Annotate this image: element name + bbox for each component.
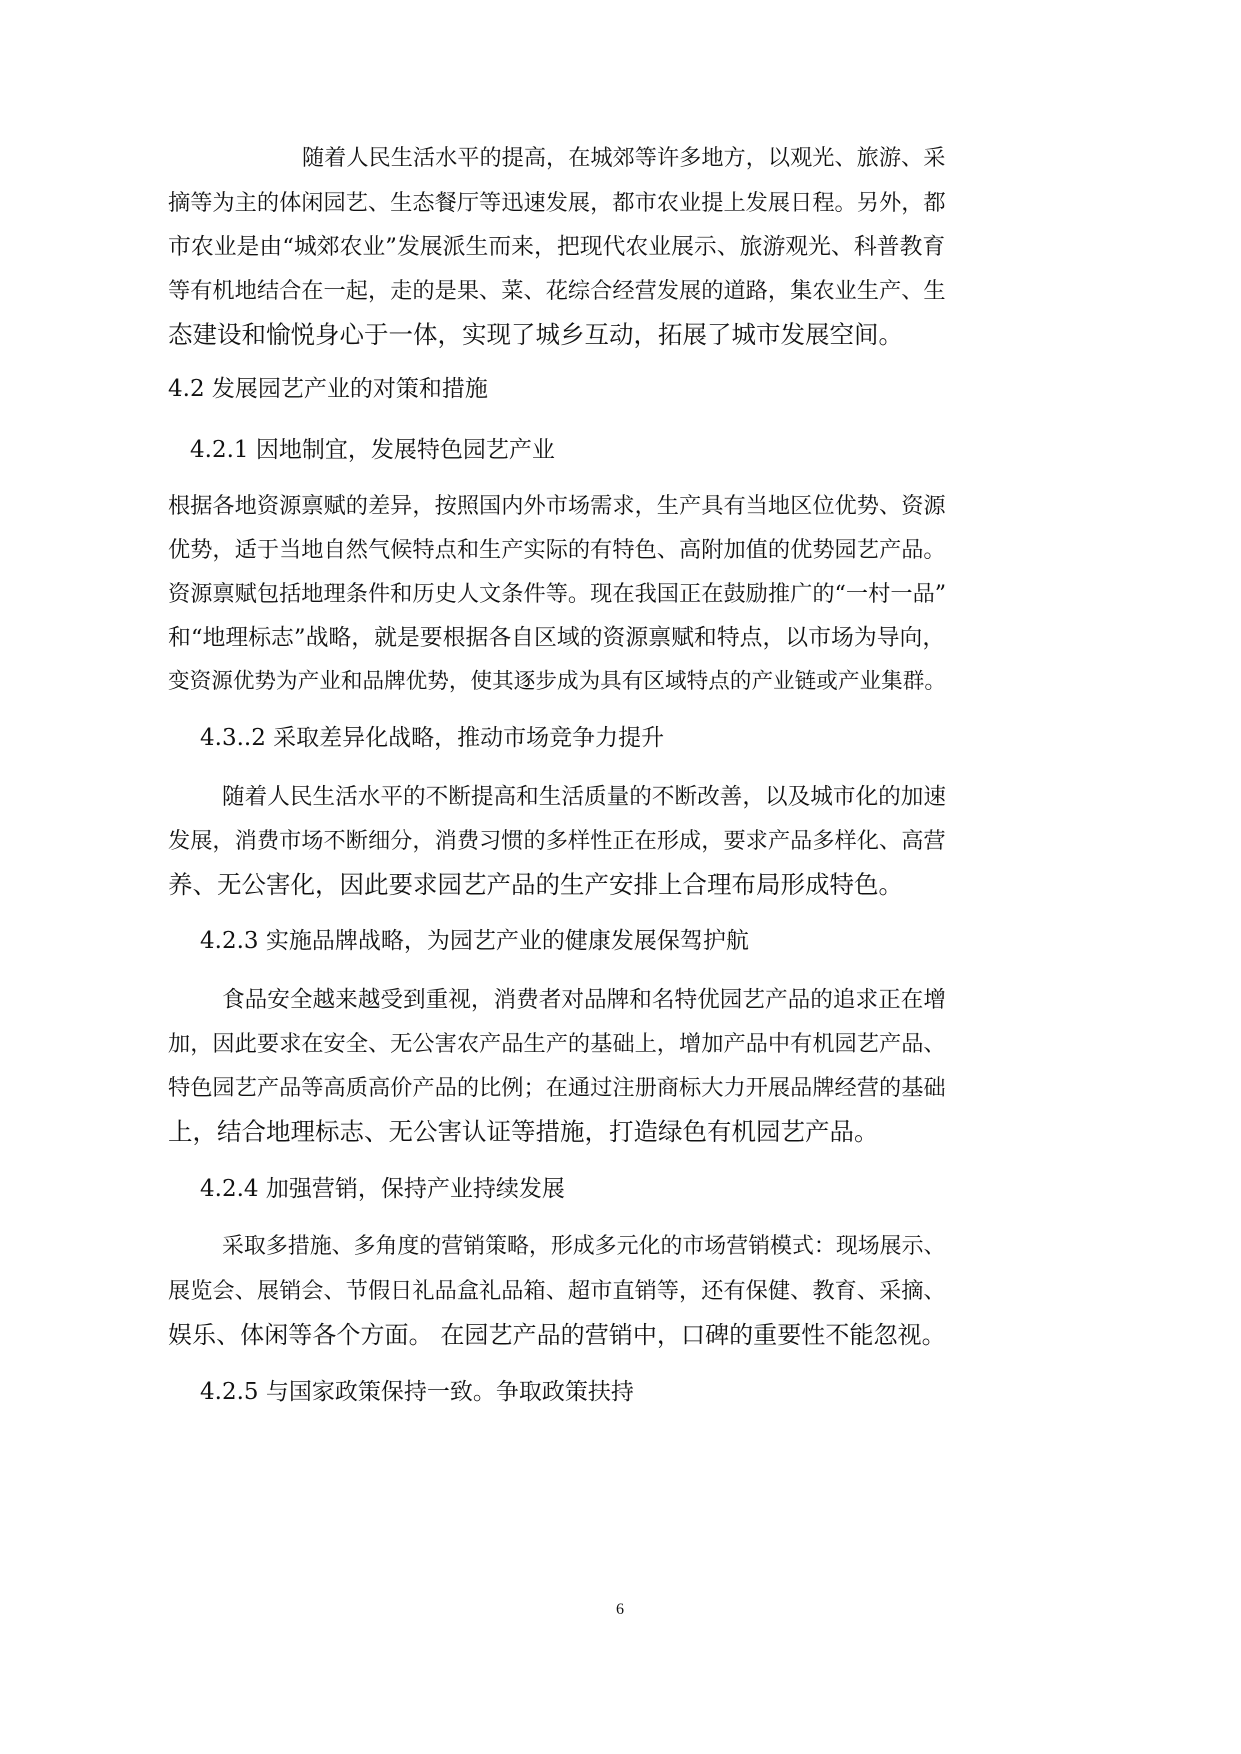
page-number: 6	[616, 1601, 624, 1618]
paragraph-3-line-1: 随着人民生活水平的不断提高和生活质量的不断改善，以及城市化的加速	[222, 784, 946, 810]
section-heading-4-3-2: 4.3..2 采取差异化战略，推动市场竞争力提升	[200, 725, 665, 751]
paragraph-2-line-1: 根据各地资源禀赋的差异，按照国内外市场需求，生产具有当地区位优势、资源	[168, 493, 946, 519]
paragraph-2-line-2: 优势，适于当地自然气候特点和生产实际的有特色、高附加值的优势园艺产品。	[168, 537, 946, 563]
paragraph-4-line-3: 特色园艺产品等高质高价产品的比例；在通过注册商标大力开展品牌经营的基础	[168, 1075, 946, 1101]
section-heading-4-2-4: 4.2.4 加强营销，保持产业持续发展	[200, 1176, 565, 1202]
paragraph-2-line-3: 资源禀赋包括地理条件和历史人文条件等。现在我国正在鼓励推广的“一村一品”	[168, 581, 947, 607]
paragraph-1-line-2: 摘等为主的体闲园艺、生态餐厅等迅速发展，都市农业提上发展日程。另外，都	[168, 190, 946, 216]
section-heading-4-2-3: 4.2.3 实施品牌战略，为园艺产业的健康发展保驾护航	[200, 928, 749, 954]
section-heading-4-2-1: 4.2.1 因地制宜，发展特色园艺产业	[190, 437, 555, 463]
paragraph-1-line-4: 等有机地结合在一起，走的是果、菜、花综合经营发展的道路，集农业生产、生	[168, 278, 946, 304]
section-heading-4-2: 4.2 发展园艺产业的对策和措施	[168, 376, 488, 402]
paragraph-2-line-4: 和“地理标志”战略，就是要根据各自区域的资源禀赋和特点，以市场为导向，	[168, 625, 946, 651]
paragraph-4-line-1: 食品安全越来越受到重视，消费者对品牌和名特优园艺产品的追求正在增	[222, 987, 946, 1013]
paragraph-1-line-5: 态建设和愉悦身心于一体，实现了城乡互动，拓展了城市发展空间。	[168, 320, 903, 349]
section-heading-4-2-5: 4.2.5 与国家政策保持一致。争取政策扶持	[200, 1379, 634, 1405]
paragraph-2-line-5: 变资源优势为产业和品牌优势，使其逐步成为具有区域特点的产业链或产业集群。	[168, 669, 946, 694]
paragraph-4-line-2: 加，因此要求在安全、无公害农产品生产的基础上，增加产品中有机园艺产品、	[168, 1031, 946, 1057]
paragraph-1-line-1: 随着人民生活水平的提高，在城郊等许多地方，以观光、旅游、采	[302, 145, 946, 171]
paragraph-4-line-4: 上，结合地理标志、无公害认证等措施，打造绿色有机园艺产品。	[168, 1117, 879, 1146]
paragraph-5-line-1: 采取多措施、多角度的营销策略，形成多元化的市场营销模式：现场展示、	[222, 1234, 946, 1259]
paragraph-1-line-3: 市农业是由“城郊农业”发展派生而来，把现代农业展示、旅游观光、科普教育	[168, 234, 946, 260]
paragraph-3-line-3: 养、无公害化，因此要求园艺产品的生产安排上合理布局形成特色。	[168, 870, 903, 899]
paragraph-5-line-2: 展览会、展销会、节假日礼品盒礼品箱、超市直销等，还有保健、教育、采摘、	[168, 1278, 946, 1304]
paragraph-5-line-3: 娱乐、体闲等各个方面。 在园艺产品的营销中，口碑的重要性不能忽视。	[168, 1321, 946, 1349]
paragraph-3-line-2: 发展，消费市场不断细分，消费习惯的多样性正在形成，要求产品多样化、高营	[168, 828, 946, 854]
